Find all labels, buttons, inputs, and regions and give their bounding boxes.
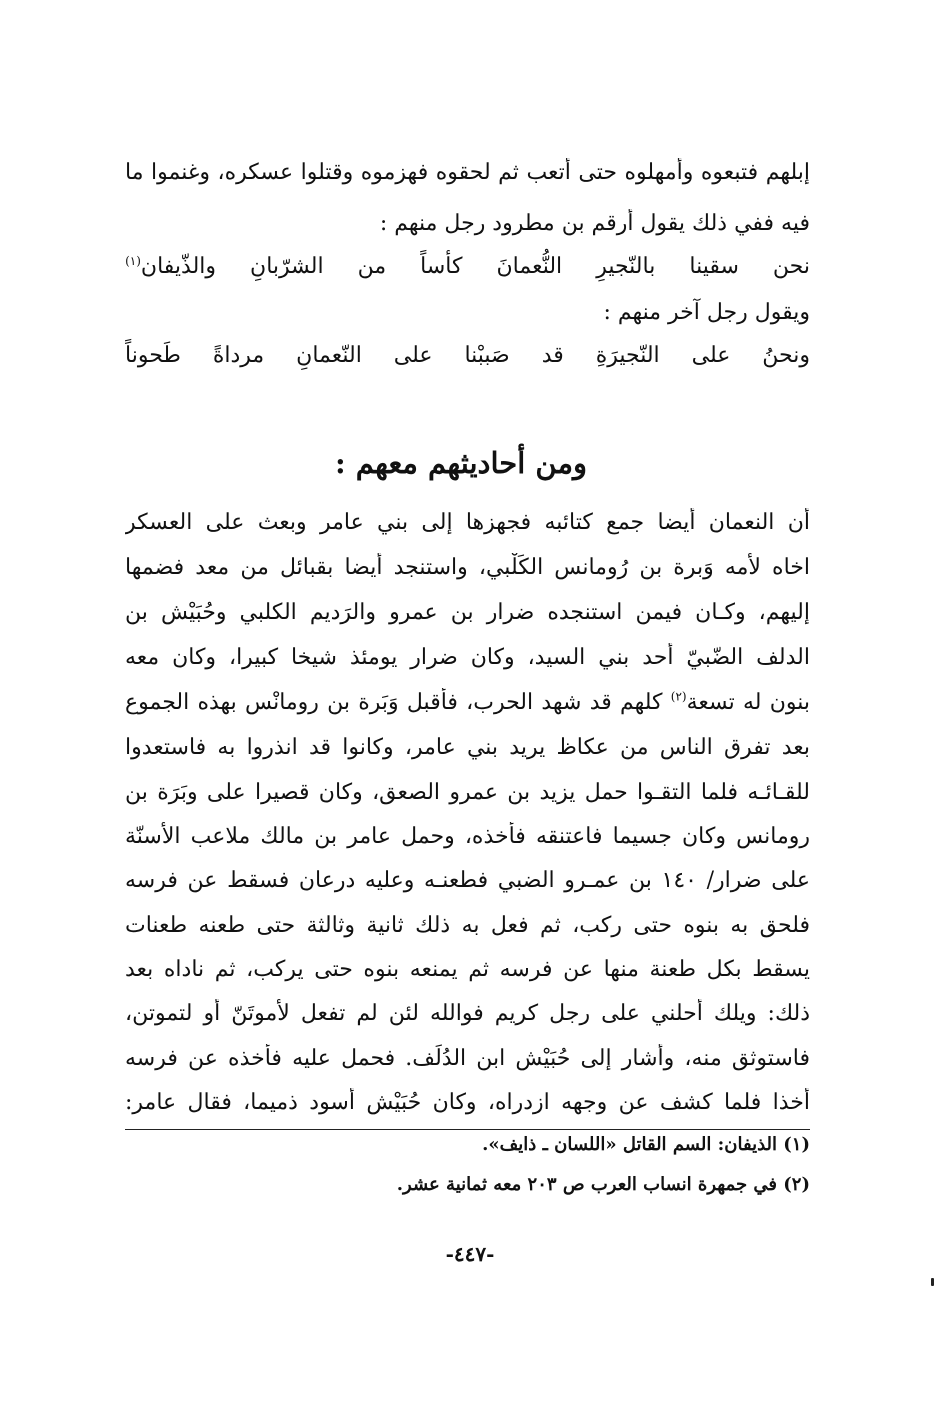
footnote-1: (١) الذيفان: السم القاتل «اللسان ـ ذايف». — [482, 1134, 810, 1155]
verse-1-word: كأساً — [420, 254, 463, 279]
verse-2-word: على — [691, 343, 731, 368]
body-line-12: ذلك: ويلك أحلني على رجل كريم فوالله لئن لم تفعل لأموتَنّ أو لتموتن، — [125, 1001, 810, 1026]
verse-1-word: من — [357, 254, 387, 279]
verse-2-word: على — [393, 343, 433, 368]
body-line-10: فلحق به بنوه حتى ركب، ثم فعل به ذلك ثانية وثالثة حتى طعنه طعنات — [125, 913, 810, 938]
body-line-2: اخاه لأمه وَبرة بن رُومانس الكَلْبي، واستنجد أيضا بقبائل من معد فضمها — [125, 555, 810, 580]
intro-line-2: فيه ففي ذلك يقول أرقم بن مطرود رجل منهم : — [379, 211, 810, 236]
body-line-7: للقـائـه فلما التقـوا حمل يزيد بن عمرو الصعق، وكان قصيرا على وبَرَة بن — [125, 780, 810, 805]
verse-2 — [125, 341, 810, 375]
body-line-13: فاستوثق منه، وأشار إلى حُبَيْش ابن الدُلَف. فحمل عليه فأخذه عن فرسه — [125, 1046, 810, 1071]
verse-1-word: بالنّجيرِ — [596, 254, 656, 279]
verse-2-word: مرداةً — [212, 343, 265, 368]
body-line-3: إليهم، وكـان فيمن استنجده ضرار بن عمرو والرَديم الكلبي وحُبَيْش بن — [125, 600, 810, 625]
verse-2-intro: ويقول رجل آخر منهم : — [603, 300, 810, 325]
page-number: -٤٤٧- — [445, 1242, 495, 1266]
body-line-4: الدلف الضّبيّ أحد بني السيد، وكان ضرار يومئذ شيخا كبيرا، وكان معه — [125, 645, 810, 670]
verse-1-word: نحن — [772, 254, 810, 279]
footnote-2: (٢) في جمهرة انساب العرب ص ٢٠٣ معه ثمانية عشر. — [396, 1174, 810, 1195]
verse-1 — [125, 252, 810, 286]
body-line-5-start: بنون له تسعة — [686, 690, 810, 715]
verse-1-word: الشرّبانِ — [250, 254, 324, 279]
verse-2-word: قد — [541, 343, 564, 368]
verse-2-word: طَحوناً — [125, 343, 181, 368]
verse-2-word: النّعمانِ — [296, 343, 362, 368]
body-line-5-rest: كلهم قد شهد الحرب، فأقبل وَبَرة بن رومانْس بهذه الجموع — [125, 690, 663, 715]
verse-1-word: النُّعمانَ — [496, 254, 563, 279]
verse-1-word: سقينا — [689, 254, 739, 279]
body-line-8: رومانس وكان جسيما فاعتنقه فأخذه، وحمل عامر بن مالك ملاعب الأسنّة — [125, 824, 810, 849]
body-line-9: على ضرار/ ١٤٠ بن عمـرو الضبي فطعنـه وعليه درعان فسقط عن فرسه — [125, 868, 810, 893]
body-line-14: أخذا فلما كشف عن وجهه ازدراه، وكان حُبَيْش أسود ذميما، فقال عامر: — [125, 1090, 810, 1115]
verse-2-word: صَببْنا — [464, 343, 510, 368]
verse-2-word: ونحنُ — [762, 343, 810, 368]
body-line-1: أن النعمان أيضا جمع كتائبه فجهزها إلى بني عامر وبعث على العسكر — [125, 510, 810, 535]
footnote-marker-2: (٢) — [670, 689, 687, 704]
verse-2-word: النّجيرَةِ — [595, 343, 660, 368]
body-line-11: يسقط بكل طعنة منها عن فرسه ثم يمنعه بنوه حتى يركب، ثم ناداه بعد — [125, 957, 810, 982]
verse-1-last-word: والذّيفان(١) — [125, 253, 217, 279]
body-line-5 — [125, 688, 810, 722]
scan-mark — [931, 1278, 934, 1286]
body-line-6: بعد تفرق الناس من عكاظ يريد بني عامر، وكانوا قد انذروا به فاستعدوا — [125, 735, 810, 760]
footnote-rule — [125, 1129, 810, 1130]
section-heading: ومن أحاديثهم معهم : — [334, 446, 587, 480]
intro-line-1: إبلهم فتبعوه وأمهلوه حتى أتعب ثم لحقوه فهزموه وقتلوا عسكره، وغنموا ما — [125, 160, 810, 185]
